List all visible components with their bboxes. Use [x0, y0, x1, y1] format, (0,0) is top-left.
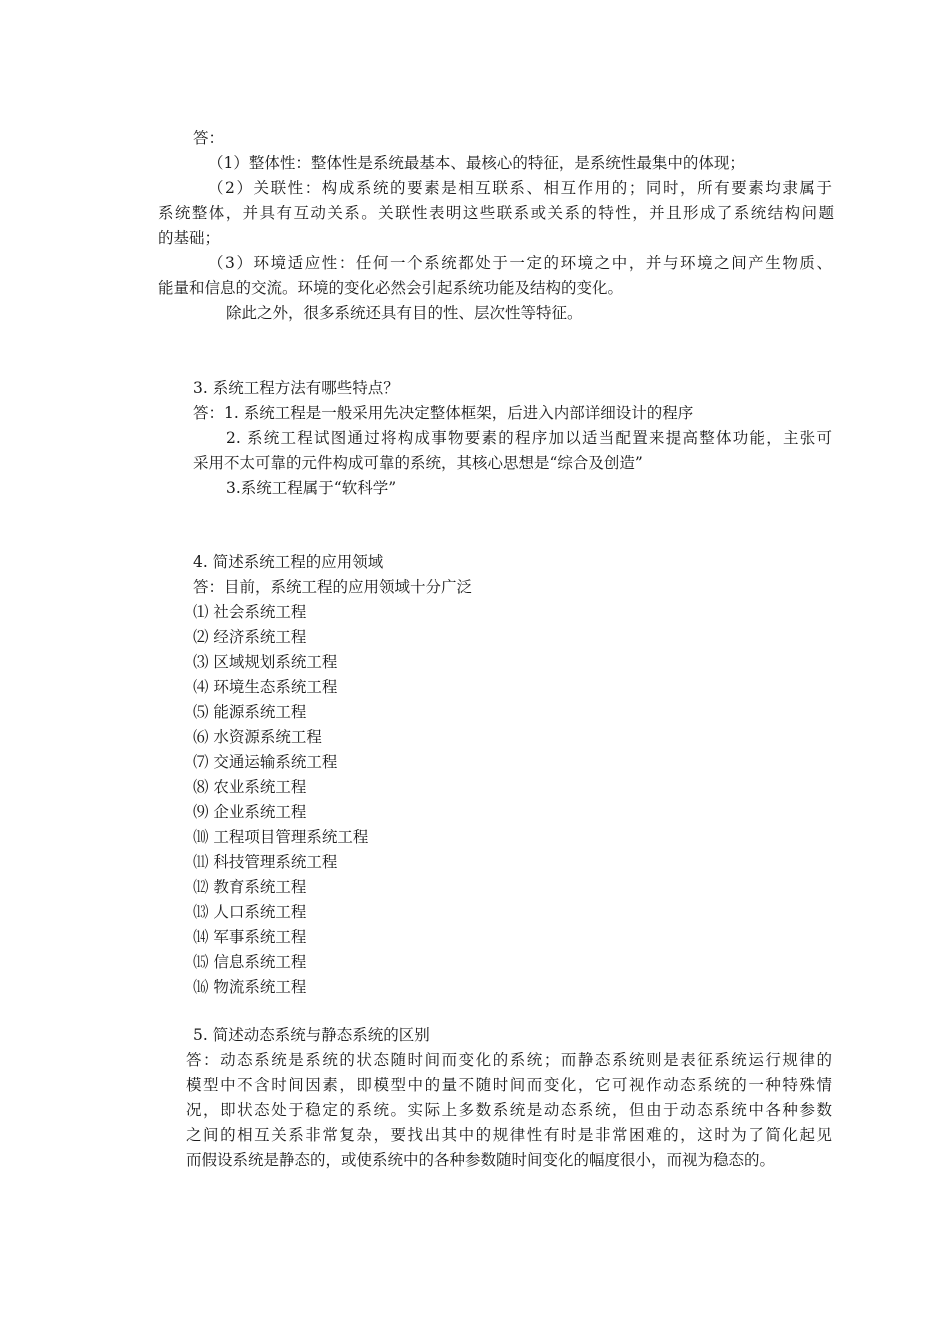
list-item: ⒁ 军事系统工程 — [193, 928, 307, 946]
answer-5-line: 况，即状态处于稳定的系统。实际上多数系统是动态系统，但由于动态系统中各种参数 — [186, 1101, 832, 1119]
answer-label: 答： — [193, 129, 225, 147]
list-item: ⑸ 能源系统工程 — [193, 703, 307, 721]
answer-5-line: 模型中不含时间因素，即模型中的量不随时间而变化，它可视作动态系统的一种特殊情 — [186, 1076, 832, 1094]
answer-5-line: 之间的相互关系非常复杂，要找出其中的规律性有时是非常困难的，这时为了简化起见 — [186, 1126, 832, 1144]
list-item: ⑿ 教育系统工程 — [193, 878, 307, 896]
list-item: ⑷ 环境生态系统工程 — [193, 678, 338, 696]
list-item: ⑵ 经济系统工程 — [193, 628, 307, 646]
answer-3-point2-line2: 采用不太可靠的元件构成可靠的系统，其核心思想是“综合及创造” — [193, 454, 643, 472]
list-item: ⑻ 农业系统工程 — [193, 778, 307, 796]
question-4: 4. 简述系统工程的应用领域 — [193, 553, 384, 571]
answer-4-intro: 答：目前，系统工程的应用领域十分广泛 — [193, 578, 473, 596]
list-item: ⑽ 工程项目管理系统工程 — [193, 828, 369, 846]
list-item: ⑴ 社会系统工程 — [193, 603, 307, 621]
paragraph-relevance-line2: 系统整体，并具有互动关系。关联性表明这些联系或关系的特性，并且形成了系统结构问题 — [158, 204, 834, 222]
paragraph-other-features: 除此之外，很多系统还具有目的性、层次性等特征。 — [226, 304, 583, 322]
answer-5-line: 而假设系统是静态的，或使系统中的各种参数随时间变化的幅度很小，而视为稳态的。 — [186, 1151, 776, 1169]
paragraph-wholeness: （1）整体性：整体性是系统最基本、最核心的特征，是系统性最集中的体现； — [208, 154, 745, 172]
paragraph-relevance-line3: 的基础； — [158, 229, 221, 247]
list-item: ⒃ 物流系统工程 — [193, 978, 307, 996]
list-item: ⑺ 交通运输系统工程 — [193, 753, 338, 771]
answer-3-point2-line1: 2. 系统工程试图通过将构成事物要素的程序加以适当配置来提高整体功能，主张可 — [226, 429, 832, 447]
answer-3-point1: 答：1. 系统工程是一般采用先决定整体框架，后进入内部详细设计的程序 — [193, 404, 694, 422]
answer-3-point3: 3.系统工程属于“软科学” — [226, 479, 397, 497]
question-5: 5. 简述动态系统与静态系统的区别 — [193, 1026, 430, 1044]
list-item: ⒀ 人口系统工程 — [193, 903, 307, 921]
paragraph-adaptability-line2: 能量和信息的交流。环境的变化必然会引起系统功能及结构的变化。 — [158, 279, 624, 297]
answer-5-line: 答：动态系统是系统的状态随时间而变化的系统；而静态系统则是表征系统运行规律的 — [186, 1051, 832, 1069]
list-item: ⑾ 科技管理系统工程 — [193, 853, 338, 871]
question-3: 3. 系统工程方法有哪些特点？ — [193, 379, 399, 397]
paragraph-relevance-line1: （2）关联性：构成系统的要素是相互联系、相互作用的；同时，所有要素均隶属于 — [208, 179, 832, 197]
paragraph-adaptability-line1: （3）环境适应性：任何一个系统都处于一定的环境之中，并与环境之间产生物质、 — [208, 254, 832, 272]
list-item: ⑶ 区域规划系统工程 — [193, 653, 338, 671]
list-item: ⑹ 水资源系统工程 — [193, 728, 322, 746]
list-item: ⒂ 信息系统工程 — [193, 953, 307, 971]
list-item: ⑼ 企业系统工程 — [193, 803, 307, 821]
